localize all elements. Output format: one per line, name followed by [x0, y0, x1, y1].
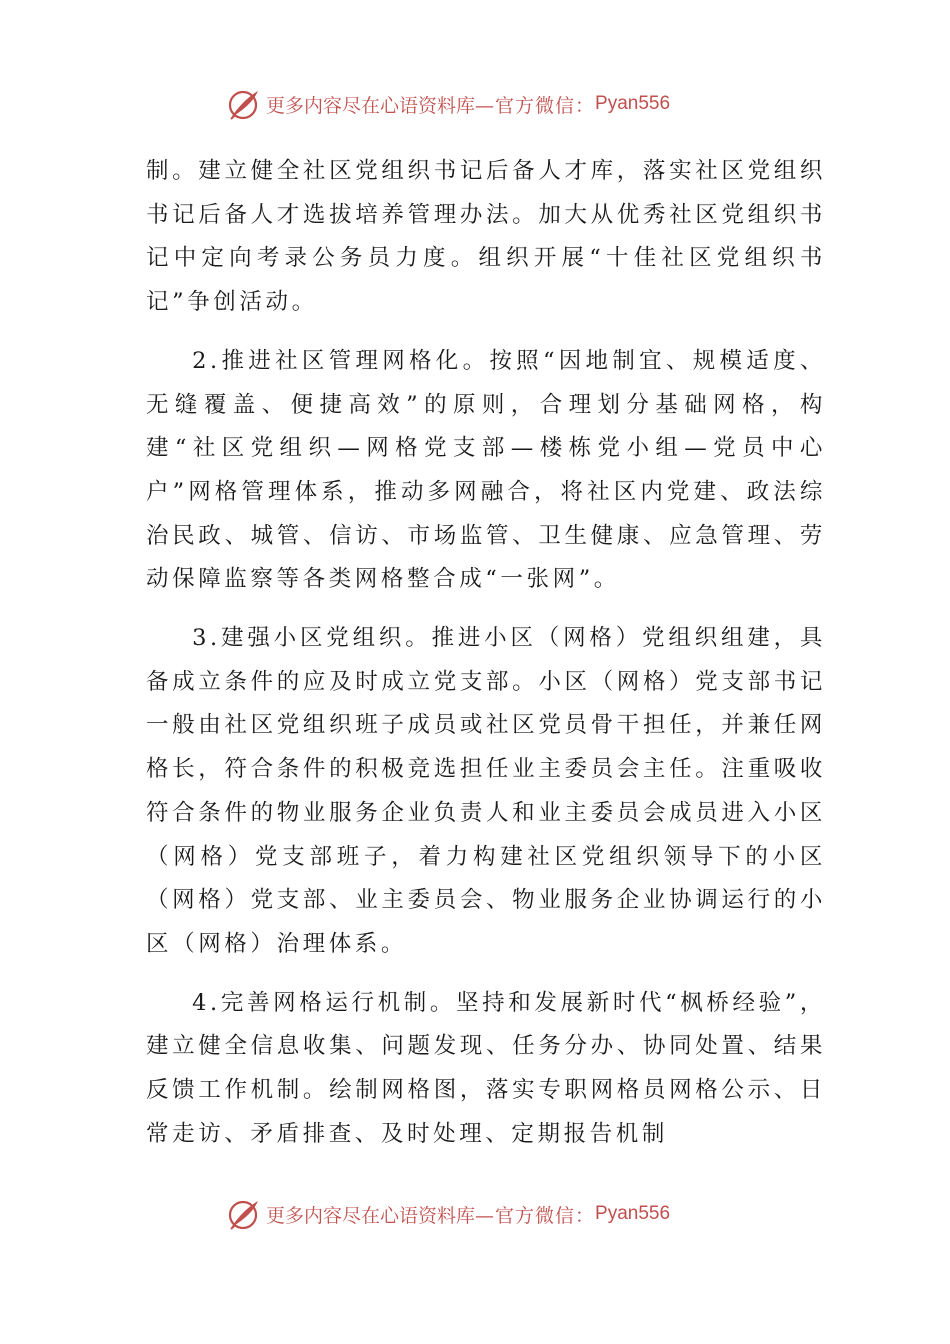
header-banner-contact: —官方微信： — [475, 94, 596, 117]
paragraph-continued: 制。建立健全社区党组织书记后备人才库，落实社区党组织书记后备人才选拔培养管理办法。加大从优秀社区党组织书记中定向考录公务员力度。组织开展“十佳社区党组织书记”争创活动。 — [146, 158, 826, 316]
paragraph-item-2: 2.推进社区管理网格化。按照“因地制宜、规模适度、无缝覆盖、便捷高效”的原则，合理划分基础网格，构建“社区党组织—网格党支部—楼栋党小组—党员中心户”网格管理体系，推动多网融合，将社区内党建、政法综治民政、城管、信访、市场监管、卫生健康、应急管理、劳动保障监察等各类网格整合成“一张网”。 — [146, 347, 826, 593]
footer-banner — [226, 1194, 746, 1234]
header-banner — [226, 84, 746, 124]
footer-banner-id: Pyan556 — [595, 1203, 671, 1224]
footer-banner-contact: —官方微信： — [475, 1204, 596, 1227]
paragraph-item-4: 4.完善网格运行机制。坚持和发展新时代“枫桥经验”，建立健全信息收集、问题发现、任务分办、协同处置、结果反馈工作机制。绘制网格图，落实专职网格员网格公示、日常走访、矛盾排查、及时处理、定期报告机制 — [146, 989, 826, 1147]
header-banner-text: 更多内容尽在心语资料库 — [266, 94, 476, 117]
paragraph-item-3: 3.建强小区党组织。推进小区（网格）党组织组建，具备成立条件的应及时成立党支部。小区（网格）党支部书记一般由社区党组织班子成员或社区党员骨干担任，并兼任网格长，符合条件的积极竞选担任业主委员会主任。注重吸收符合条件的物业服务企业负责人和业主委员会成员进入小区（网格）党支部班子，着力构建社区党组织领导下的小区（网格）党支部、业主委员会、物业服务企业协调运行的小区（网格）治理体系。 — [146, 625, 826, 957]
quill-logo-icon — [226, 1196, 262, 1232]
header-banner-id: Pyan556 — [595, 93, 671, 114]
footer-banner-text: 更多内容尽在心语资料库 — [266, 1204, 476, 1227]
quill-logo-icon — [226, 86, 262, 122]
document-body — [146, 150, 826, 1171]
